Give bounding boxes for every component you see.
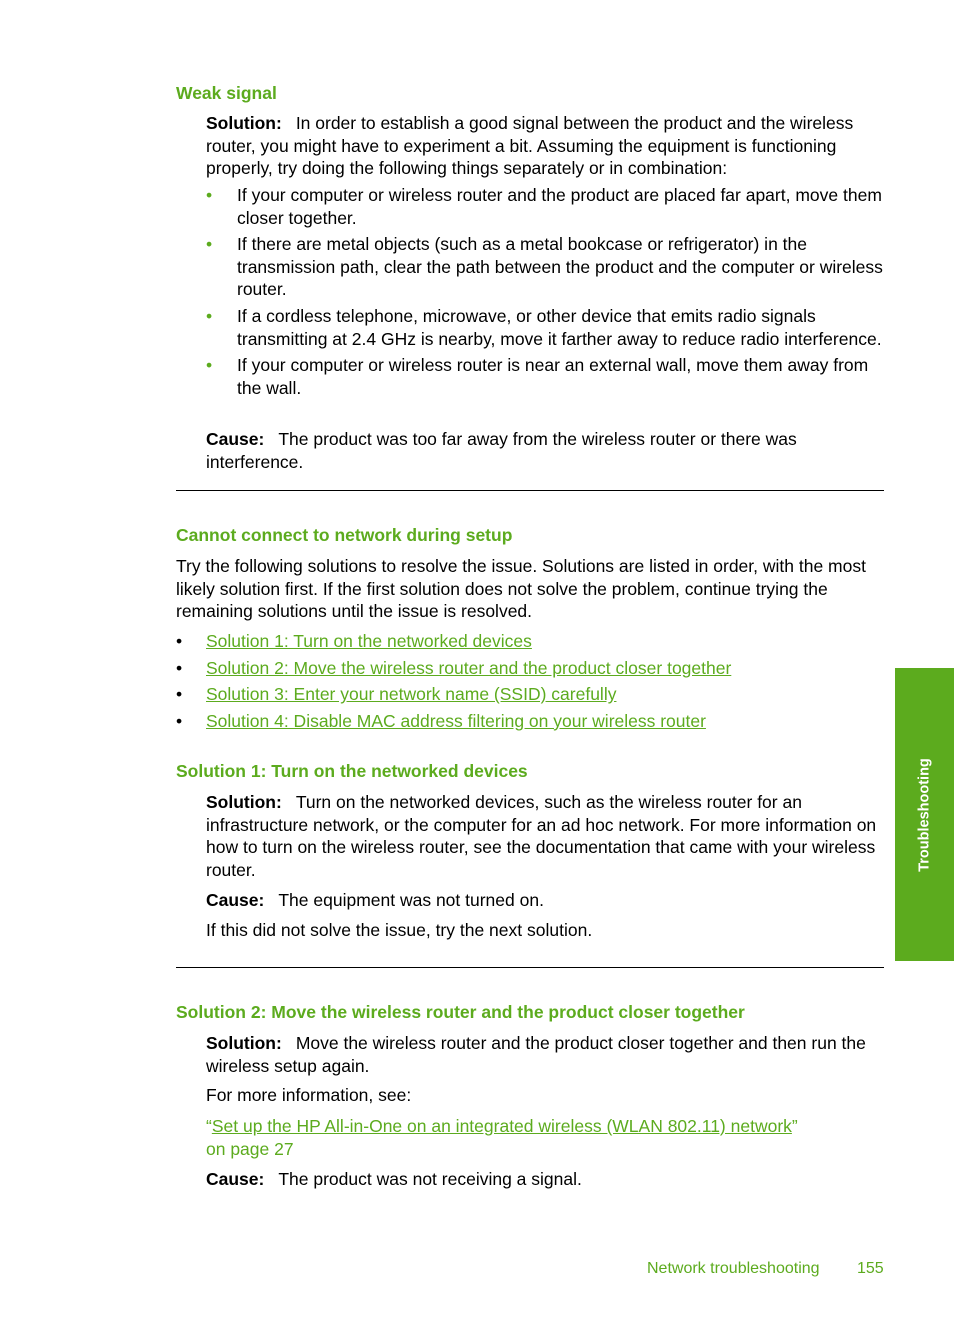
cause-text: The product was too far away from the wireless router or there was interference.	[206, 429, 797, 472]
cause-text: The product was not receiving a signal.	[278, 1169, 582, 1189]
cause-label: Cause:	[206, 890, 265, 910]
solution-text: Turn on the networked devices, such as the wireless router for an infrastructure network, or the computer for an ad hoc network. For more information on how to turn on the wireless router, see the documentation that came with your wireless router.	[206, 792, 877, 880]
bullet-text: If your computer or wireless router is near an external wall, move them away from the wall.	[237, 355, 869, 398]
bullet-icon: •	[176, 684, 183, 705]
solution-label: Solution:	[206, 1033, 282, 1053]
list-item	[176, 657, 886, 680]
solution-1-cause	[206, 889, 886, 912]
bullet-icon: •	[176, 631, 183, 651]
solution-links-list	[176, 630, 886, 732]
solution-2-more-info: For more information, see:	[206, 1085, 412, 1105]
bullet-icon: •	[206, 185, 213, 205]
list-item	[206, 184, 886, 229]
wlan-setup-link[interactable]: Set up the HP All-in-One on an integrated wireless (WLAN 802.11) network	[211, 1116, 792, 1136]
solution-2-cause	[206, 1168, 886, 1191]
bullet-icon: •	[206, 305, 213, 326]
list-item	[206, 233, 886, 301]
solution-label: Solution:	[206, 113, 282, 133]
list-item	[176, 630, 886, 653]
bullet-text: If a cordless telephone, microwave, or other device that emits radio signals transmitting at 2.4 GHz is nearby, move it farther away to reduce radio interference.	[237, 305, 882, 349]
solution-4-link[interactable]: Solution 4: Disable MAC address filtering on your wireless router	[206, 710, 706, 731]
solution-text: In order to establish a good signal between the product and the wireless router, you might have to experiment a bit. Assuming the equipment is functioning properly, try doing the following things separately or in combination:	[206, 113, 854, 179]
solution-2-heading: Solution 2: Move the wireless router and the product closer together	[176, 1002, 745, 1022]
bullet-icon: •	[176, 657, 183, 678]
solution-2-xref	[206, 1115, 886, 1160]
weak-signal-solution	[206, 112, 886, 180]
bullet-text: If your computer or wireless router and the product are placed far apart, move them closer together.	[237, 185, 882, 228]
solution-2-solution	[206, 1032, 886, 1077]
cause-label: Cause:	[206, 1169, 265, 1189]
weak-signal-cause	[206, 428, 886, 473]
solution-1-heading: Solution 1: Turn on the networked devices	[176, 761, 528, 781]
cannot-connect-intro: Try the following solutions to resolve the issue. Solutions are listed in order, with the most likely solution first. If the first solution does not solve the problem, continue trying the remaining solutions until the issue is resolved.	[176, 556, 866, 622]
solution-1-next: If this did not solve the issue, try the next solution.	[206, 920, 593, 940]
xref-page: on page 27	[206, 1138, 294, 1159]
bullet-text: If there are metal objects (such as a metal bookcase or refrigerator) in the transmission path, clear the path between the product and the computer or wireless router.	[237, 234, 883, 300]
solution-1-link[interactable]: Solution 1: Turn on the networked devices	[206, 631, 532, 651]
weak-signal-bullet-list	[206, 184, 886, 399]
list-item	[176, 683, 886, 706]
solution-2-link[interactable]: Solution 2: Move the wireless router and the product closer together	[206, 657, 732, 678]
solution-label: Solution:	[206, 792, 282, 812]
solution-1-solution	[206, 791, 886, 881]
solution-text: Move the wireless router and the product closer together and then run the wireless setup again.	[206, 1033, 866, 1076]
xref-close-quote: ”	[791, 1116, 798, 1136]
cause-label: Cause:	[206, 429, 265, 449]
section-divider	[176, 967, 884, 968]
footer-page-number: 155	[857, 1260, 884, 1277]
footer-section-title: Network troubleshooting	[647, 1260, 820, 1277]
list-item	[176, 710, 886, 733]
chapter-side-tab	[895, 668, 954, 961]
list-item	[206, 354, 886, 399]
xref-open-quote: “	[206, 1116, 212, 1136]
section-divider	[176, 490, 884, 491]
bullet-icon: •	[176, 710, 183, 731]
cannot-connect-heading: Cannot connect to network during setup	[176, 525, 513, 545]
weak-signal-heading: Weak signal	[176, 83, 277, 103]
bullet-icon: •	[206, 355, 213, 376]
cause-text: The equipment was not turned on.	[278, 890, 544, 910]
solution-3-link[interactable]: Solution 3: Enter your network name (SSID) carefully	[206, 684, 617, 705]
side-tab-label: Troubleshooting	[916, 757, 933, 872]
bullet-icon: •	[206, 234, 213, 255]
list-item	[206, 305, 886, 350]
